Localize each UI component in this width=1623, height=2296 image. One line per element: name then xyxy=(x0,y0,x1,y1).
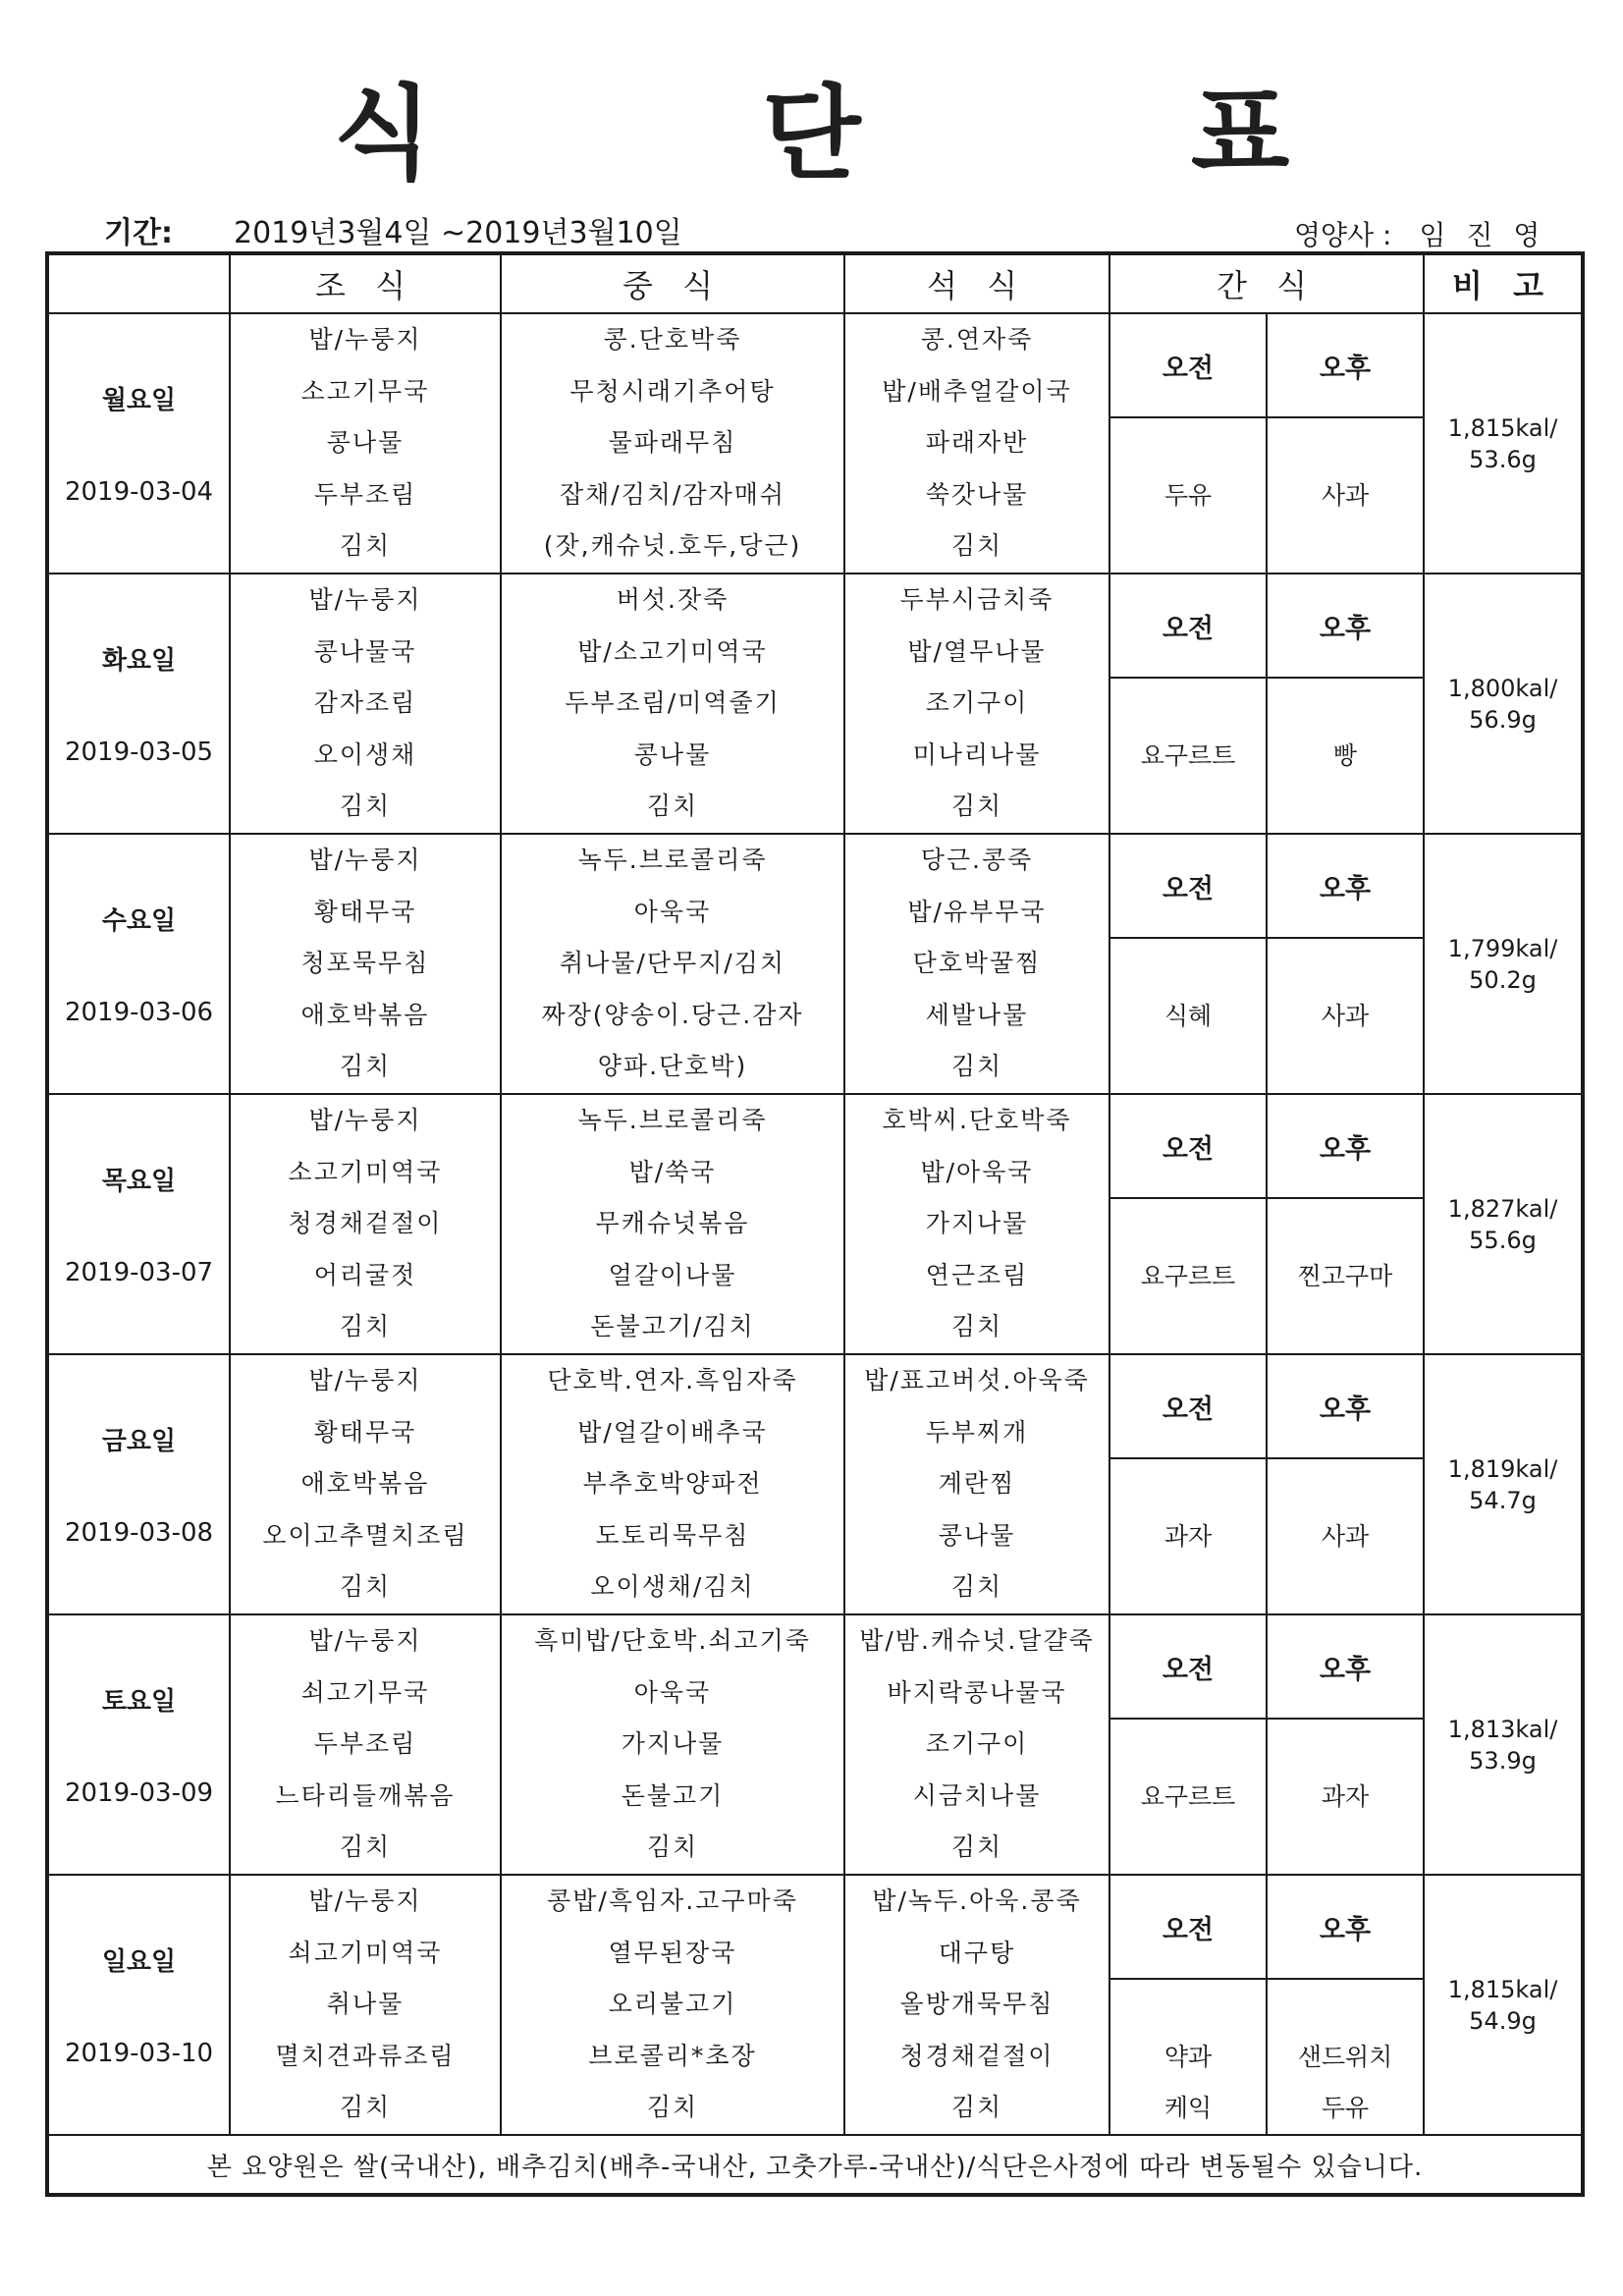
remark-protein: 56.9g xyxy=(1469,705,1537,734)
remark-protein: 54.9g xyxy=(1469,2006,1537,2035)
dinner-item: 밥/열무나물 xyxy=(907,636,1047,666)
snack-cell xyxy=(1109,313,1424,574)
dinner-item: 대구탕 xyxy=(938,1938,1016,1967)
remark-cell xyxy=(1424,1875,1583,2135)
lunch-item: 돈불고기/김치 xyxy=(590,1312,755,1341)
dinner-item: 밥/배추얼갈이국 xyxy=(882,376,1072,406)
lunch-item: 가지나물 xyxy=(621,1729,725,1759)
snack-am-label: 오전 xyxy=(1110,1876,1267,1979)
day-cell xyxy=(47,1354,230,1614)
breakfast-item: 밥/누룽지 xyxy=(308,1106,422,1135)
snack-cell xyxy=(1109,1094,1424,1354)
snack-pm-label: 오후 xyxy=(1267,835,1423,938)
dinner-item: 콩.연자죽 xyxy=(920,325,1034,355)
snack-table xyxy=(1110,314,1423,573)
breakfast-item: 김치 xyxy=(339,2093,392,2122)
breakfast-item: 김치 xyxy=(339,531,392,561)
day-date: 2019-03-07 xyxy=(64,1258,214,1287)
snack-table xyxy=(1110,574,1423,833)
dinner-item: 세발나물 xyxy=(925,1000,1029,1029)
breakfast-item: 멸치견과류조림 xyxy=(275,2041,456,2070)
breakfast-item: 오이고추멸치조림 xyxy=(262,1520,468,1550)
breakfast-item: 황태무국 xyxy=(313,897,417,926)
dinner-item: 청경채겉절이 xyxy=(899,2041,1055,2070)
day-cell xyxy=(47,1094,230,1354)
lunch-item: 열무된장국 xyxy=(608,1938,737,1967)
header-lunch: 중 식 xyxy=(501,253,844,313)
lunch-cell xyxy=(501,1354,844,1614)
remark-protein: 54.7g xyxy=(1469,1486,1537,1514)
dinner-item: 두부시금치죽 xyxy=(899,585,1055,615)
snack-pm-item: 사과 xyxy=(1321,1521,1370,1551)
remark-protein: 55.6g xyxy=(1469,1226,1537,1254)
breakfast-cell xyxy=(230,1094,501,1354)
day-name: 수요일 xyxy=(101,906,177,936)
breakfast-item: 청경채겉절이 xyxy=(288,1209,443,1238)
dinner-item: 가지나물 xyxy=(925,1209,1029,1238)
header-snack: 간 식 xyxy=(1109,253,1424,313)
lunch-item: 밥/쑥국 xyxy=(628,1157,717,1186)
header-dinner: 석 식 xyxy=(844,253,1109,313)
dinner-cell xyxy=(844,1875,1109,2135)
breakfast-item: 오이생채 xyxy=(313,739,417,769)
breakfast-item: 쇠고기무국 xyxy=(300,1677,430,1707)
dinner-item: 밥/유부무국 xyxy=(907,897,1047,926)
snack-cell xyxy=(1109,1354,1424,1614)
dinner-item: 김치 xyxy=(950,2093,1003,2122)
day-name: 일요일 xyxy=(101,1947,177,1977)
snack-table xyxy=(1110,1095,1423,1353)
lunch-item: 버섯.잣죽 xyxy=(616,585,730,615)
lunch-cell xyxy=(501,1875,844,2135)
breakfast-item: 쇠고기미역국 xyxy=(288,1938,443,1967)
snack-pm-item: 샌드위치 xyxy=(1297,2043,1393,2071)
remark-cell xyxy=(1424,834,1583,1094)
remark-kcal: 1,799kal/ xyxy=(1447,934,1558,962)
breakfast-item: 감자조림 xyxy=(313,688,417,718)
breakfast-cell xyxy=(230,313,501,574)
snack-am-label: 오전 xyxy=(1110,1095,1267,1198)
day-cell xyxy=(47,574,230,834)
day-date: 2019-03-10 xyxy=(64,2039,214,2068)
breakfast-item: 김치 xyxy=(339,1312,392,1341)
snack-pm-item: 찐고구마 xyxy=(1297,1261,1393,1290)
snack-pm-label: 오후 xyxy=(1267,1355,1423,1458)
snack-table xyxy=(1110,1615,1423,1874)
snack-cell xyxy=(1109,1614,1424,1875)
dinner-item: 파래자반 xyxy=(925,428,1029,458)
lunch-item: 취나물/단무지/김치 xyxy=(559,949,786,978)
snack-pm-label: 오후 xyxy=(1267,1876,1423,1979)
dinner-item: 쑥갓나물 xyxy=(925,479,1029,509)
snack-am-label: 오전 xyxy=(1110,574,1267,678)
snack-am-item: 약과 xyxy=(1163,2043,1213,2071)
dinner-item: 계란찜 xyxy=(938,1469,1016,1499)
dinner-cell xyxy=(844,313,1109,574)
breakfast-cell xyxy=(230,834,501,1094)
lunch-item: 오리불고기 xyxy=(608,1990,737,2019)
menu-table xyxy=(45,251,1585,2197)
dinner-item: 밥/아욱국 xyxy=(920,1157,1034,1186)
dinner-item: 시금치나물 xyxy=(912,1780,1042,1810)
snack-table xyxy=(1110,1876,1423,2134)
day-cell xyxy=(47,313,230,574)
snack-pm-item: 과자 xyxy=(1321,1781,1370,1811)
dinner-item: 김치 xyxy=(950,1832,1003,1862)
lunch-item: 단호박.연자.흑임자죽 xyxy=(547,1366,798,1395)
lunch-item: 오이생채/김치 xyxy=(590,1572,755,1602)
dinner-item: 밥/표고버섯.아욱죽 xyxy=(864,1366,1090,1395)
lunch-item: 잡채/김치/감자매쉬 xyxy=(559,479,786,509)
breakfast-item: 밥/누룽지 xyxy=(308,1366,422,1395)
dinner-item: 두부찌개 xyxy=(925,1417,1029,1447)
breakfast-item: 김치 xyxy=(339,792,392,821)
lunch-item: 콩.단호박죽 xyxy=(603,325,742,355)
breakfast-cell xyxy=(230,1354,501,1614)
remark-cell xyxy=(1424,574,1583,834)
day-row xyxy=(47,1354,1583,1614)
snack-pm-item: 사과 xyxy=(1321,1001,1370,1030)
breakfast-cell xyxy=(230,1614,501,1875)
lunch-item: 밥/얼갈이배추국 xyxy=(577,1417,768,1447)
snack-pm-item: 빵 xyxy=(1332,740,1358,770)
lunch-cell xyxy=(501,313,844,574)
breakfast-item: 소고기무국 xyxy=(300,376,430,406)
snack-am-label: 오전 xyxy=(1110,835,1267,938)
dinner-item: 김치 xyxy=(950,1572,1003,1602)
day-row xyxy=(47,1614,1583,1875)
breakfast-item: 김치 xyxy=(339,1832,392,1862)
dinner-item: 김치 xyxy=(950,792,1003,821)
snack-pm-label: 오후 xyxy=(1267,1095,1423,1198)
breakfast-item: 김치 xyxy=(339,1572,392,1602)
remark-protein: 53.9g xyxy=(1469,1746,1537,1775)
lunch-item: 아욱국 xyxy=(633,897,712,926)
breakfast-item: 느타리들깨볶음 xyxy=(275,1780,456,1810)
lunch-item: 콩밥/흑임자.고구마죽 xyxy=(547,1886,798,1916)
nutritionist-label: 영양사 : xyxy=(1294,219,1392,251)
nutritionist-name: 임 진 영 xyxy=(1419,219,1546,251)
day-row xyxy=(47,1094,1583,1354)
snack-am-item: 과자 xyxy=(1163,1521,1213,1551)
page-title: 식 단 표 xyxy=(333,74,1437,193)
lunch-item: 물파래무침 xyxy=(608,428,737,458)
day-name: 화요일 xyxy=(101,646,177,676)
day-date: 2019-03-08 xyxy=(64,1518,214,1548)
lunch-item: (잣,캐슈넛.호두,당근) xyxy=(543,531,802,561)
snack-pm-label: 오후 xyxy=(1267,574,1423,678)
dinner-item: 김치 xyxy=(950,531,1003,561)
lunch-item: 무캐슈넛볶음 xyxy=(595,1209,750,1238)
dinner-item: 콩나물 xyxy=(938,1520,1016,1550)
day-date: 2019-03-09 xyxy=(64,1778,214,1808)
day-date: 2019-03-05 xyxy=(64,738,214,767)
day-date: 2019-03-04 xyxy=(64,477,214,507)
day-row xyxy=(47,574,1583,834)
day-row xyxy=(47,313,1583,574)
dinner-cell xyxy=(844,1614,1109,1875)
header-remark: 비 고 xyxy=(1424,253,1583,313)
breakfast-item: 밥/누룽지 xyxy=(308,585,422,615)
period-label: 기간: xyxy=(104,216,173,250)
dinner-item: 조기구이 xyxy=(925,688,1029,718)
remark-cell xyxy=(1424,1614,1583,1875)
lunch-cell xyxy=(501,834,844,1094)
remark-kcal: 1,827kal/ xyxy=(1447,1194,1558,1223)
dinner-item: 김치 xyxy=(950,1312,1003,1341)
lunch-item: 김치 xyxy=(646,792,699,821)
day-row xyxy=(47,1875,1583,2135)
breakfast-item: 콩나물 xyxy=(326,428,405,458)
day-cell xyxy=(47,1614,230,1875)
day-name: 금요일 xyxy=(101,1427,177,1456)
dinner-cell xyxy=(844,574,1109,834)
snack-pm-label: 오후 xyxy=(1267,314,1423,417)
lunch-item: 양파.단호박) xyxy=(597,1052,748,1081)
remark-kcal: 1,815kal/ xyxy=(1447,413,1558,442)
remark-kcal: 1,815kal/ xyxy=(1447,1975,1558,2003)
remark-cell xyxy=(1424,313,1583,574)
lunch-item: 도토리묵무침 xyxy=(595,1520,750,1550)
snack-cell xyxy=(1109,1875,1424,2135)
lunch-item: 김치 xyxy=(646,2093,699,2122)
breakfast-item: 두부조림 xyxy=(313,479,417,509)
remark-protein: 50.2g xyxy=(1469,965,1537,994)
snack-pm-label: 오후 xyxy=(1267,1615,1423,1719)
breakfast-item: 소고기미역국 xyxy=(288,1157,443,1186)
snack-am-label: 오전 xyxy=(1110,314,1267,417)
lunch-cell xyxy=(501,1094,844,1354)
breakfast-item: 취나물 xyxy=(326,1990,405,2019)
menu-body xyxy=(47,313,1583,2135)
dinner-item: 조기구이 xyxy=(925,1729,1029,1759)
snack-am-item: 식혜 xyxy=(1163,1001,1213,1030)
remark-kcal: 1,813kal/ xyxy=(1447,1715,1558,1743)
breakfast-item: 어리굴젓 xyxy=(313,1260,417,1289)
breakfast-item: 밥/누룽지 xyxy=(308,1886,422,1916)
lunch-item: 콩나물 xyxy=(633,739,712,769)
dinner-item: 바지락콩나물국 xyxy=(887,1677,1067,1707)
snack-am-item: 두유 xyxy=(1163,480,1213,510)
dinner-item: 밥/녹두.아욱.콩죽 xyxy=(872,1886,1082,1916)
dinner-cell xyxy=(844,834,1109,1094)
day-name: 월요일 xyxy=(101,386,177,415)
snack-pm-item: 사과 xyxy=(1321,480,1370,510)
dinner-cell xyxy=(844,1354,1109,1614)
dinner-item: 올방개묵무침 xyxy=(899,1990,1055,2019)
snack-table xyxy=(1110,1355,1423,1613)
dinner-item: 단호박꿀찜 xyxy=(912,949,1042,978)
lunch-item: 무청시래기추어탕 xyxy=(569,376,776,406)
day-date: 2019-03-06 xyxy=(64,998,214,1027)
remark-kcal: 1,819kal/ xyxy=(1447,1454,1558,1483)
lunch-cell xyxy=(501,1614,844,1875)
day-cell xyxy=(47,1875,230,2135)
breakfast-item: 밥/누룽지 xyxy=(308,846,422,875)
day-cell xyxy=(47,834,230,1094)
lunch-item: 녹두.브로콜리죽 xyxy=(577,1106,768,1135)
footer-note: 본 요양원은 쌀(국내산), 배추김치(배추-국내산, 고춧가루-국내산)/식단은사정에 따라 변동될수 있습니다. xyxy=(47,2135,1583,2195)
breakfast-item: 콩나물국 xyxy=(313,636,417,666)
breakfast-item: 밥/누룽지 xyxy=(308,1626,422,1656)
snack-pm-item: 두유 xyxy=(1321,2094,1370,2122)
remark-cell xyxy=(1424,1094,1583,1354)
lunch-item: 밥/소고기미역국 xyxy=(577,636,768,666)
lunch-item: 김치 xyxy=(646,1832,699,1862)
breakfast-item: 두부조림 xyxy=(313,1729,417,1759)
snack-am-label: 오전 xyxy=(1110,1355,1267,1458)
lunch-item: 두부조림/미역줄기 xyxy=(565,688,781,718)
remark-protein: 53.6g xyxy=(1469,445,1537,473)
day-name: 목요일 xyxy=(101,1167,177,1196)
snack-table xyxy=(1110,835,1423,1093)
breakfast-cell xyxy=(230,1875,501,2135)
lunch-cell xyxy=(501,574,844,834)
period-value: 2019년3월4일 ~2019년3월10일 xyxy=(234,216,682,250)
dinner-item: 김치 xyxy=(950,1052,1003,1081)
breakfast-item: 애호박볶음 xyxy=(300,1469,430,1499)
lunch-item: 브로콜리*초장 xyxy=(588,2041,757,2070)
lunch-item: 부추호박양파전 xyxy=(582,1469,763,1499)
header-day xyxy=(47,253,230,313)
remark-cell xyxy=(1424,1354,1583,1614)
remark-kcal: 1,800kal/ xyxy=(1447,674,1558,702)
dinner-item: 당근.콩죽 xyxy=(920,846,1034,875)
lunch-item: 아욱국 xyxy=(633,1677,712,1707)
lunch-item: 얼갈이나물 xyxy=(608,1260,737,1289)
snack-am-item: 요구르트 xyxy=(1140,1261,1236,1290)
snack-am-item: 케익 xyxy=(1163,2094,1213,2122)
snack-cell xyxy=(1109,834,1424,1094)
nutritionist xyxy=(1294,214,1545,253)
breakfast-item: 김치 xyxy=(339,1052,392,1081)
lunch-item: 짜장(양송이.당근.감자 xyxy=(541,1000,804,1029)
breakfast-cell xyxy=(230,574,501,834)
footer-row xyxy=(47,2135,1583,2195)
dinner-cell xyxy=(844,1094,1109,1354)
dinner-item: 호박씨.단호박죽 xyxy=(882,1106,1072,1135)
dinner-item: 밥/밤.캐슈넛.달걀죽 xyxy=(859,1626,1095,1656)
snack-am-item: 요구르트 xyxy=(1140,1781,1236,1811)
snack-cell xyxy=(1109,574,1424,834)
day-name: 토요일 xyxy=(101,1687,177,1717)
breakfast-item: 청포묵무침 xyxy=(300,949,430,978)
dinner-item: 미나리나물 xyxy=(912,739,1042,769)
lunch-item: 돈불고기 xyxy=(621,1780,725,1810)
breakfast-item: 황태무국 xyxy=(313,1417,417,1447)
header-breakfast: 조 식 xyxy=(230,253,501,313)
dinner-item: 연근조림 xyxy=(925,1260,1029,1289)
lunch-item: 흑미밥/단호박.쇠고기죽 xyxy=(534,1626,811,1656)
snack-am-label: 오전 xyxy=(1110,1615,1267,1719)
snack-am-item: 요구르트 xyxy=(1140,740,1236,770)
header-row xyxy=(47,253,1583,313)
breakfast-item: 애호박볶음 xyxy=(300,1000,430,1029)
breakfast-item: 밥/누룽지 xyxy=(308,325,422,355)
lunch-item: 녹두.브로콜리죽 xyxy=(577,846,768,875)
day-row xyxy=(47,834,1583,1094)
